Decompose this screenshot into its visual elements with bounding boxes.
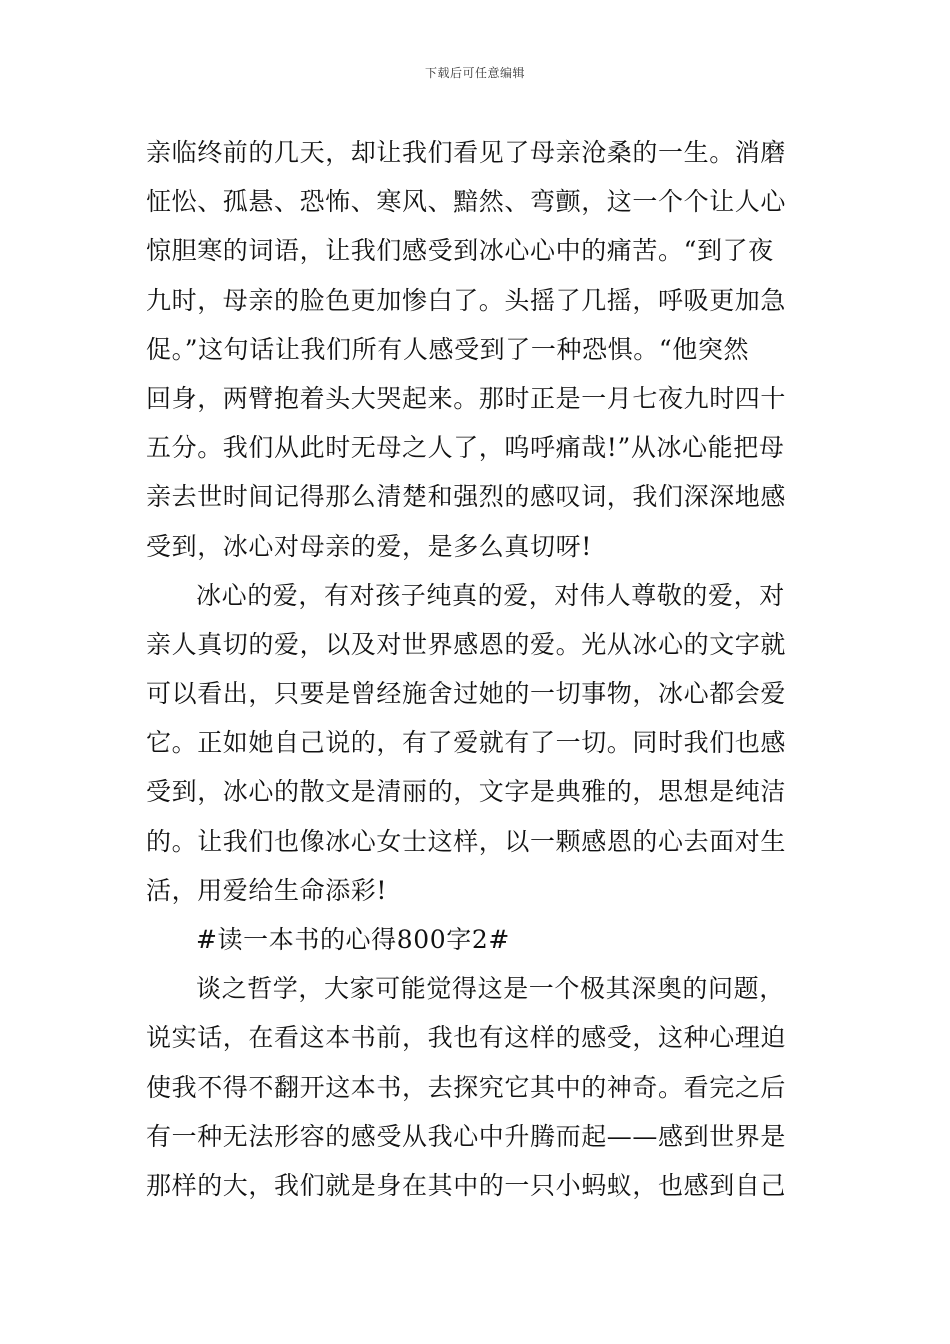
text-line: 那样的大，我们就是身在其中的一只小蚂蚁，也感到自己 xyxy=(146,1170,787,1200)
text-line: 九时，母亲的脸色更加惨白了。头摇了几摇，呼吸更加急 xyxy=(146,285,787,315)
text-line: 说实话，在看这本书前，我也有这样的感受，这种心理迫 xyxy=(146,1023,787,1053)
document-body xyxy=(146,128,810,1210)
text-line: 可以看出，只要是曾经施舍过她的一切事物，冰心都会爱 xyxy=(146,679,787,709)
text-line: 怔忪、孤悬、恐怖、寒风、黯然、弯颤，这一个个让人心 xyxy=(146,187,787,217)
text-line: 它。正如她自己说的，有了爱就有了一切。同时我们也感 xyxy=(146,728,787,758)
text-line: 五分。我们从此时无母之人了，呜呼痛哉!”从冰心能把母 xyxy=(146,433,785,463)
text-line: 活，用爱给生命添彩! xyxy=(146,875,388,905)
text-line: 受到，冰心的散文是清丽的，文字是典雅的，思想是纯洁 xyxy=(146,777,787,807)
text-line: 促。”这句话让我们所有人感受到了一种恐惧。“他突然 xyxy=(146,334,750,364)
page-header: 下载后可任意编辑 xyxy=(424,66,525,80)
text-line: 亲人真切的爱，以及对世界感恩的爱。光从冰心的文字就 xyxy=(146,629,787,659)
text-line: 有一种无法形容的感受从我心中升腾而起——感到世界是 xyxy=(146,1121,787,1151)
text-line: 回身，两臂抱着头大哭起来。那时正是一月七夜九时四十 xyxy=(146,383,787,413)
text-line: 亲临终前的几天，却让我们看见了母亲沧桑的一生。消磨 xyxy=(146,138,787,167)
text-line: 惊胆寒的词语，让我们感受到冰心心中的痛苦。“到了夜 xyxy=(146,236,774,266)
text-line: #读一本书的心得800字2# xyxy=(196,925,510,954)
text-line: 谈之哲学，大家可能觉得这是一个极其深奥的问题， xyxy=(196,974,785,1004)
text-line: 使我不得不翻开这本书，去探究它其中的神奇。看完之后 xyxy=(146,1072,787,1102)
text-line: 的。让我们也像冰心女士这样，以一颗感恩的心去面对生 xyxy=(146,826,787,856)
text-line: 冰心的爱，有对孩子纯真的爱，对伟人尊敬的爱，对 xyxy=(196,580,785,610)
text-line: 亲去世时间记得那么清楚和强烈的感叹词，我们深深地感 xyxy=(146,482,787,512)
text-line: 受到，冰心对母亲的爱，是多么真切呀! xyxy=(146,531,592,561)
